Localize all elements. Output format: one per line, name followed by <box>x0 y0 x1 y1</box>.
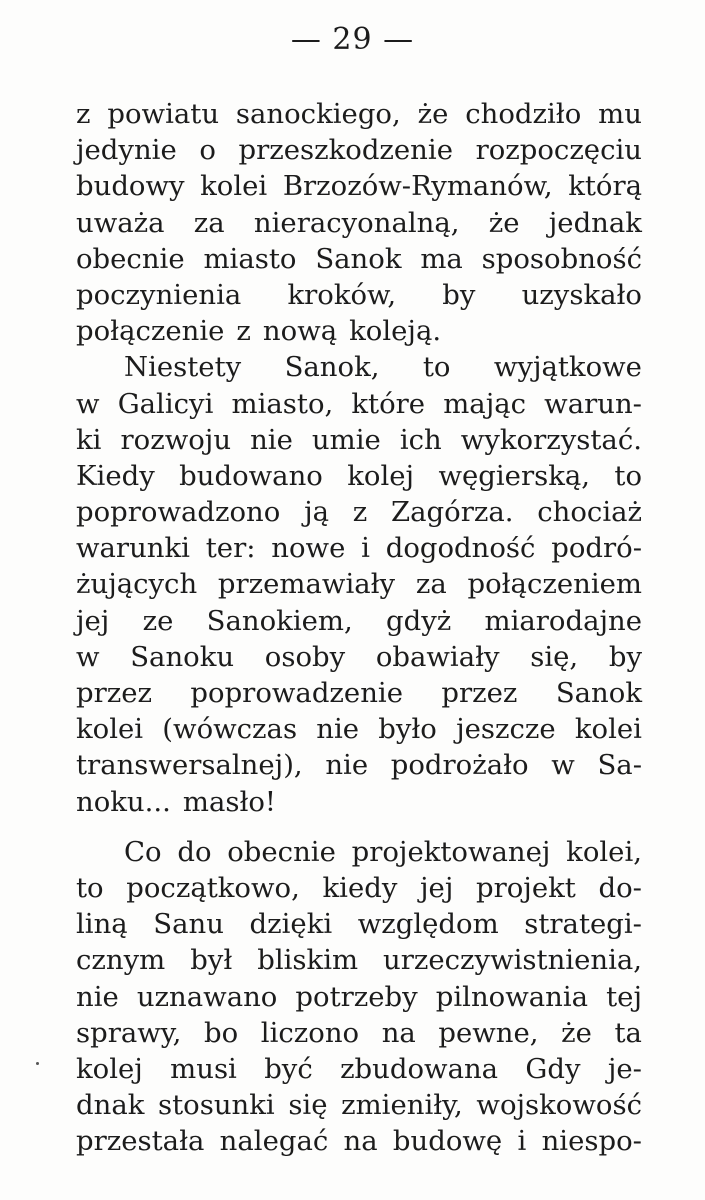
word: Sanokiem, <box>206 604 353 637</box>
word: koleją. <box>349 315 442 348</box>
word: mu <box>598 98 642 130</box>
text-line <box>76 386 642 422</box>
word: nowe <box>271 532 346 565</box>
word: osoby <box>264 640 346 673</box>
word: to <box>76 871 104 904</box>
word: sanockiego, <box>235 98 401 130</box>
word: chodziło <box>465 98 582 130</box>
text-line <box>76 530 642 566</box>
word: i <box>517 1125 527 1158</box>
word: Brzozów-Rymanów, <box>282 170 553 203</box>
word: wojskowość <box>476 1089 642 1122</box>
word: powiatu <box>107 98 220 130</box>
word: uzyskało <box>521 278 642 311</box>
paragraph-1 <box>76 96 642 349</box>
text-line <box>76 675 642 711</box>
word: bliskim <box>257 944 359 977</box>
word: Sanok <box>315 242 402 275</box>
word: liną <box>76 908 128 941</box>
word: (wówczas <box>162 713 298 746</box>
word: ją <box>304 496 330 529</box>
word: węgierską, <box>438 459 590 492</box>
word: uznawano <box>136 980 278 1013</box>
word: ter: <box>205 532 256 565</box>
word: uważa <box>76 206 165 239</box>
word: projektowanej <box>351 835 551 868</box>
text-line <box>76 241 642 277</box>
word: które <box>351 387 426 420</box>
text-line <box>76 870 642 906</box>
word: wykorzystać. <box>460 423 642 456</box>
word: podró- <box>551 532 642 565</box>
word: warun- <box>544 387 642 420</box>
word: na <box>343 1125 378 1158</box>
word: kolei <box>76 713 144 746</box>
word: zbudowana <box>340 1052 499 1085</box>
word: noku... <box>76 785 171 818</box>
word: połączenie <box>76 315 225 348</box>
word: kolei <box>200 170 268 203</box>
word: nie <box>325 749 369 782</box>
text-line <box>76 313 642 349</box>
word: liczono <box>260 1016 360 1049</box>
word: nową <box>262 315 338 348</box>
text-line <box>76 422 642 458</box>
word: Co <box>124 835 162 868</box>
word: nie <box>316 713 360 746</box>
word: wyjątkowe <box>493 351 642 384</box>
word: żujących <box>76 568 198 601</box>
word: strategi- <box>524 908 642 941</box>
word: kolei, <box>566 835 642 868</box>
text-line <box>76 942 642 978</box>
word: mając <box>443 387 527 420</box>
word: być <box>264 1052 313 1085</box>
word: miasto, <box>231 387 334 420</box>
text-line <box>76 711 642 747</box>
word: umie <box>311 423 381 456</box>
word: tej <box>606 980 642 1013</box>
word: że <box>488 206 520 239</box>
word: chociaż <box>537 496 642 529</box>
word: bo <box>204 1016 239 1049</box>
word: ich <box>399 423 442 456</box>
word: musi <box>170 1052 237 1085</box>
word: jej <box>420 871 454 904</box>
text-line <box>76 1087 642 1123</box>
word: to <box>614 459 642 492</box>
word: ze <box>142 604 174 637</box>
text-line <box>76 494 642 530</box>
scan-speck <box>36 1062 39 1065</box>
word: Niestety <box>124 351 242 384</box>
paragraph-2 <box>76 349 642 819</box>
word: obawiały <box>375 640 500 673</box>
word: jej <box>76 604 110 637</box>
word: był <box>190 944 233 977</box>
word: obecnie <box>76 242 185 275</box>
word: z <box>236 315 251 348</box>
word: jednak <box>548 206 642 239</box>
word: dogodność <box>385 532 536 565</box>
text-line <box>76 96 642 132</box>
word: Galicyi <box>117 387 214 420</box>
text-line <box>76 1123 642 1159</box>
text-line <box>76 639 642 675</box>
word: z <box>352 496 368 529</box>
word: nie <box>76 980 119 1013</box>
word: pewne, <box>438 1016 539 1049</box>
word: ki <box>76 423 102 456</box>
word: to <box>422 351 451 384</box>
word: miasto <box>203 242 297 275</box>
word: się <box>288 1089 328 1122</box>
word: dnak <box>76 1089 145 1122</box>
word: podrożało <box>390 749 529 782</box>
text-line <box>76 566 642 602</box>
word: kolei <box>574 713 642 746</box>
word: którą <box>568 170 642 203</box>
word: nieracyonalną, <box>253 206 460 239</box>
word: budowano <box>179 459 323 492</box>
text-line <box>76 205 642 241</box>
text-line <box>76 747 642 783</box>
word: przez <box>441 677 518 709</box>
word: Sanoku <box>130 640 235 673</box>
word: jeszcze <box>456 713 556 746</box>
word: za <box>193 206 225 239</box>
word: ma <box>420 242 463 275</box>
word: potrzeby <box>295 980 418 1013</box>
word: się, <box>530 640 579 673</box>
word: Zagórza. <box>391 496 514 529</box>
word: przez <box>76 677 153 709</box>
word: budowy <box>76 170 185 203</box>
text-line <box>76 132 642 168</box>
word: stosunki <box>157 1089 275 1122</box>
word: sprawy, <box>76 1016 182 1049</box>
word: sposobność <box>481 242 642 275</box>
word: początkowo, <box>126 871 300 904</box>
word: nalegać <box>219 1125 329 1158</box>
word: nie <box>250 423 293 456</box>
text-line <box>76 1051 642 1087</box>
text-line <box>76 603 642 639</box>
word: ta <box>614 1016 642 1049</box>
word: kiedy <box>322 871 398 904</box>
word: by <box>608 640 642 673</box>
word: kolej <box>347 459 415 492</box>
word: przemawiały <box>217 568 396 601</box>
word: przestała <box>76 1125 205 1158</box>
text-line <box>76 277 642 313</box>
word: miarodajne <box>484 604 642 637</box>
word: cznym <box>76 944 166 977</box>
word: w <box>76 387 100 420</box>
word: poprowadzenie <box>190 677 403 709</box>
word: projekt <box>476 871 576 904</box>
word: i <box>361 532 370 565</box>
text-line <box>76 979 642 1015</box>
word: warunki <box>76 532 190 565</box>
word: jedynie <box>76 134 177 167</box>
text-line <box>76 784 642 820</box>
paragraph-3 <box>76 834 642 1160</box>
word: kroków, <box>287 278 397 311</box>
word: masło! <box>182 785 276 818</box>
word: Gdy <box>525 1052 581 1085</box>
word: poczynienia <box>76 278 242 311</box>
word: na <box>381 1016 416 1049</box>
word: połączeniem <box>467 568 642 601</box>
word: pilnowania <box>435 980 589 1013</box>
word: Kiedy <box>76 459 155 492</box>
word: transwersalnej), <box>76 749 303 782</box>
word: w <box>551 749 575 782</box>
body-text <box>76 96 642 1159</box>
word: kolej <box>76 1052 143 1085</box>
text-line <box>76 168 642 204</box>
word: do- <box>598 871 642 904</box>
word: o <box>199 134 216 167</box>
text-line <box>76 906 642 942</box>
text-line <box>76 1015 642 1051</box>
word: było <box>378 713 437 746</box>
word: rozwoju <box>120 423 232 456</box>
word: budowę <box>392 1125 503 1158</box>
word: Sanok <box>555 677 642 709</box>
word: Sanu <box>153 908 224 941</box>
word: zmieniły, <box>341 1089 463 1122</box>
text-line <box>76 834 642 870</box>
word: by <box>442 278 476 311</box>
text-line <box>76 458 642 494</box>
word: rozpoczęciu <box>475 134 642 167</box>
word: urzeczywistnienia, <box>383 944 642 977</box>
paragraph-spacer <box>76 820 642 834</box>
word: niespo- <box>541 1125 642 1158</box>
word: względom <box>357 908 499 941</box>
word: dzięki <box>249 908 333 941</box>
word: Sanok, <box>284 351 380 384</box>
word: z <box>76 98 91 130</box>
word: je- <box>607 1052 642 1085</box>
word: za <box>415 568 447 601</box>
word: obecnie <box>227 835 336 868</box>
word: przeszkodzenie <box>238 134 453 167</box>
word: gdyż <box>386 604 452 637</box>
word: w <box>76 640 100 673</box>
word: poprowadzono <box>76 496 281 529</box>
word: że <box>561 1016 592 1049</box>
page-number: — 29 — <box>290 22 415 57</box>
word: Sa- <box>597 749 642 782</box>
text-line <box>76 349 642 385</box>
word: do <box>177 835 212 868</box>
word: że <box>417 98 449 130</box>
